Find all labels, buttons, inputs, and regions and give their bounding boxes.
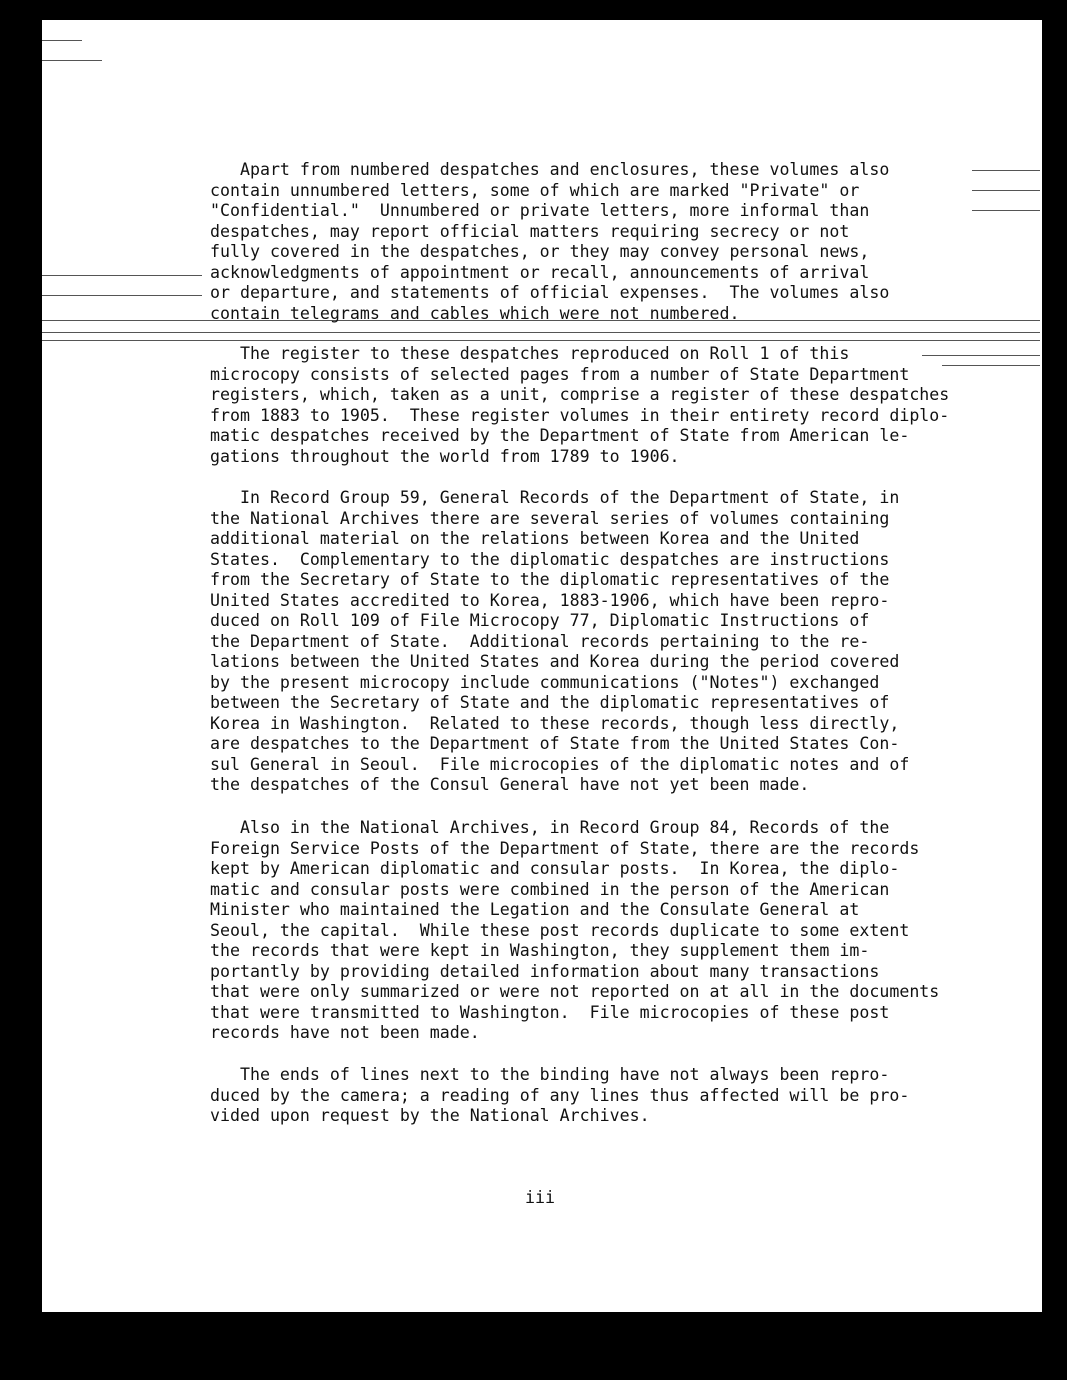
text-line: The ends of lines next to the binding have not always been repro- bbox=[210, 1065, 890, 1084]
text-line: Seoul, the capital. While these post records duplicate to some extent bbox=[210, 920, 910, 940]
paragraph-4 bbox=[210, 818, 939, 1044]
text-line: from 1883 to 1905. These register volumes in their entirety record diplo- bbox=[210, 405, 950, 425]
text-line: Also in the National Archives, in Record Group 84, Records of the bbox=[210, 818, 890, 837]
text-line: acknowledgments of appointment or recall, announcements of arrival bbox=[210, 262, 870, 282]
text-line: Korea in Washington. Related to these records, though less directly, bbox=[210, 713, 900, 733]
text-line: are despatches to the Department of State from the United States Con- bbox=[210, 734, 900, 753]
scan-artifact bbox=[42, 295, 202, 296]
text-line: the National Archives there are several series of volumes containing bbox=[210, 508, 890, 528]
text-line: fully covered in the despatches, or they may convey personal news, bbox=[210, 242, 870, 261]
text-line: records have not been made. bbox=[210, 1023, 480, 1042]
text-line: the Department of State. Additional records pertaining to the re- bbox=[210, 631, 870, 651]
text-line: from the Secretary of State to the diplomatic representatives of the bbox=[210, 570, 890, 589]
text-line: duced by the camera; a reading of any lines thus affected will be pro- bbox=[210, 1085, 910, 1105]
scan-artifact bbox=[942, 365, 1040, 366]
text-line: or departure, and statements of official expenses. The volumes also bbox=[210, 283, 890, 302]
text-line: matic and consular posts were combined in the person of the American bbox=[210, 879, 890, 899]
text-line: matic despatches received by the Department of State from American le- bbox=[210, 426, 910, 445]
scan-artifact bbox=[972, 170, 1040, 171]
text-line: the records that were kept in Washington, they supplement them im- bbox=[210, 941, 870, 960]
text-line: registers, which, taken as a unit, comprise a register of these despatches bbox=[210, 385, 950, 404]
text-line: United States accredited to Korea, 1883-1906, which have been repro- bbox=[210, 590, 890, 610]
text-line: Apart from numbered despatches and enclosures, these volumes also bbox=[210, 160, 890, 179]
text-line: vided upon request by the National Archives. bbox=[210, 1106, 650, 1125]
text-line: by the present microcopy include communications ("Notes") exchanged bbox=[210, 672, 880, 692]
scan-artifact bbox=[42, 340, 1040, 341]
text-line: additional material on the relations between Korea and the United bbox=[210, 529, 860, 548]
paragraph-5 bbox=[210, 1065, 909, 1127]
text-line: that were only summarized or were not reported on at all in the documents bbox=[210, 982, 940, 1001]
scan-artifact bbox=[42, 275, 202, 276]
scan-artifact bbox=[972, 190, 1040, 191]
text-line: portantly by providing detailed information about many transactions bbox=[210, 961, 880, 981]
paragraph-3 bbox=[210, 488, 909, 796]
text-line: Foreign Service Posts of the Department of State, there are the records bbox=[210, 838, 920, 858]
paragraph-2 bbox=[210, 344, 949, 467]
text-line: States. Complementary to the diplomatic despatches are instructions bbox=[210, 549, 890, 569]
text-line: duced on Roll 109 of File Microcopy 77, Diplomatic Instructions of bbox=[210, 611, 870, 630]
text-line: "Confidential." Unnumbered or private letters, more informal than bbox=[210, 201, 870, 220]
text-line: In Record Group 59, General Records of the Department of State, in bbox=[210, 488, 900, 507]
scan-artifact bbox=[42, 40, 82, 41]
text-line: that were transmitted to Washington. File microcopies of these post bbox=[210, 1002, 890, 1022]
paragraph-1 bbox=[210, 160, 889, 324]
scan-artifact bbox=[42, 60, 102, 61]
text-line: The register to these despatches reproduced on Roll 1 of this bbox=[210, 344, 850, 363]
text-line: kept by American diplomatic and consular posts. In Korea, the diplo- bbox=[210, 859, 900, 878]
text-line: gations throughout the world from 1789 to 1906. bbox=[210, 446, 680, 466]
text-line: between the Secretary of State and the diplomatic representatives of bbox=[210, 693, 890, 712]
text-line: lations between the United States and Korea during the period covered bbox=[210, 652, 900, 671]
text-line: contain unnumbered letters, some of which are marked "Private" or bbox=[210, 180, 860, 200]
page-number: iii bbox=[525, 1188, 555, 1207]
text-line: the despatches of the Consul General have not yet been made. bbox=[210, 775, 810, 794]
text-line: contain telegrams and cables which were not numbered. bbox=[210, 303, 740, 323]
scan-artifact bbox=[42, 332, 1040, 333]
text-line: despatches, may report official matters requiring secrecy or not bbox=[210, 221, 850, 241]
text-line: microcopy consists of selected pages from a number of State Department bbox=[210, 364, 910, 384]
text-line: Minister who maintained the Legation and the Consulate General at bbox=[210, 900, 860, 919]
scan-artifact bbox=[972, 210, 1040, 211]
text-line: sul General in Seoul. File microcopies of the diplomatic notes and of bbox=[210, 754, 910, 774]
